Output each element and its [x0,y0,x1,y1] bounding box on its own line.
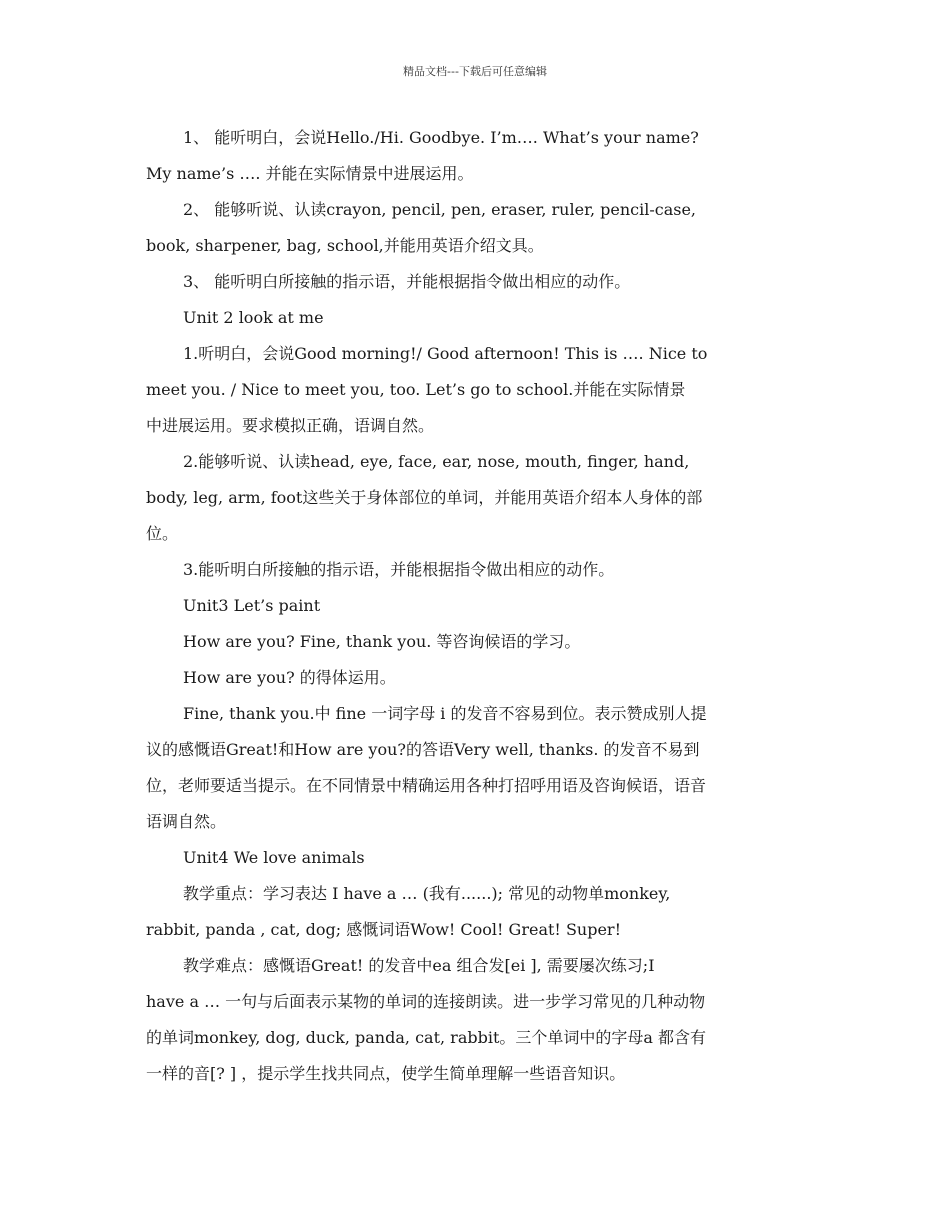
text-line: 1、 能听明白，会说Hello./Hi. Goodbye. I’m…. What’s your name? [183,128,699,147]
text-line: 教学重点：学习表达 I have a … (我有......); 常见的动物单monkey, [183,884,671,903]
text-line: rabbit, panda , cat, dog; 感慨词语Wow! Cool! Great! Super! [146,920,621,939]
text-line: 位。 [146,524,179,543]
text-line: Unit3 Let’s paint [183,596,321,615]
text-line: meet you. / Nice to meet you, too. Let’s go to school.并能在实际情景 [146,380,686,399]
text-line: How are you? Fine, thank you. 等咨询候语的学习。 [183,632,581,651]
document-body [146,120,806,1092]
page-header: 精品文档---下载后可任意编辑 [403,65,547,78]
text-line: How are you? 的得体运用。 [183,668,396,687]
text-line: Unit 2 look at me [183,308,324,327]
text-line: book, sharpener, bag, school,并能用英语介绍文具。 [146,236,544,255]
text-line: Unit4 We love animals [183,848,365,867]
text-line: 中进展运用。要求模拟正确，语调自然。 [146,416,435,435]
text-line: body, leg, arm, foot这些关于身体部位的单词，并能用英语介绍本人身体的部 [146,488,703,507]
text-line: Fine, thank you.中 fine 一词字母 i 的发音不容易到位。表示赞成别人提 [183,704,707,723]
text-line: 2、 能够听说、认读crayon, pencil, pen, eraser, ruler, pencil-case, [183,200,697,219]
text-line: 1.听明白，会说Good morning!/ Good afternoon! This is …. Nice to [183,344,708,363]
text-line: 一样的音[? ] ，提示学生找共同点，使学生简单理解一些语音知识。 [146,1064,626,1083]
text-line: have a … 一句与后面表示某物的单词的连接朗读。进一步学习常见的几种动物 [146,992,706,1011]
text-line: 的单词monkey, dog, duck, panda, cat, rabbit。三个单词中的字母a 都含有 [146,1028,707,1047]
text-line: 3、 能听明白所接触的指示语，并能根据指令做出相应的动作。 [183,272,631,291]
text-line: 3.能听明白所接触的指示语，并能根据指令做出相应的动作。 [183,560,615,579]
text-line: My name’s …. 并能在实际情景中进展运用。 [146,164,474,183]
text-line: 位，老师要适当提示。在不同情景中精确运用各种打招呼用语及咨询候语，语音 [146,776,707,795]
text-line: 教学难点：感慨语Great! 的发音中ea 组合发[ei ], 需要屡次练习;I [183,956,655,975]
text-line: 议的感慨语Great!和How are you?的答语Very well, thanks. 的发音不易到 [146,740,700,759]
text-line: 语调自然。 [146,812,227,831]
text-line: 2.能够听说、认读head, eye, face, ear, nose, mouth, finger, hand, [183,452,690,471]
